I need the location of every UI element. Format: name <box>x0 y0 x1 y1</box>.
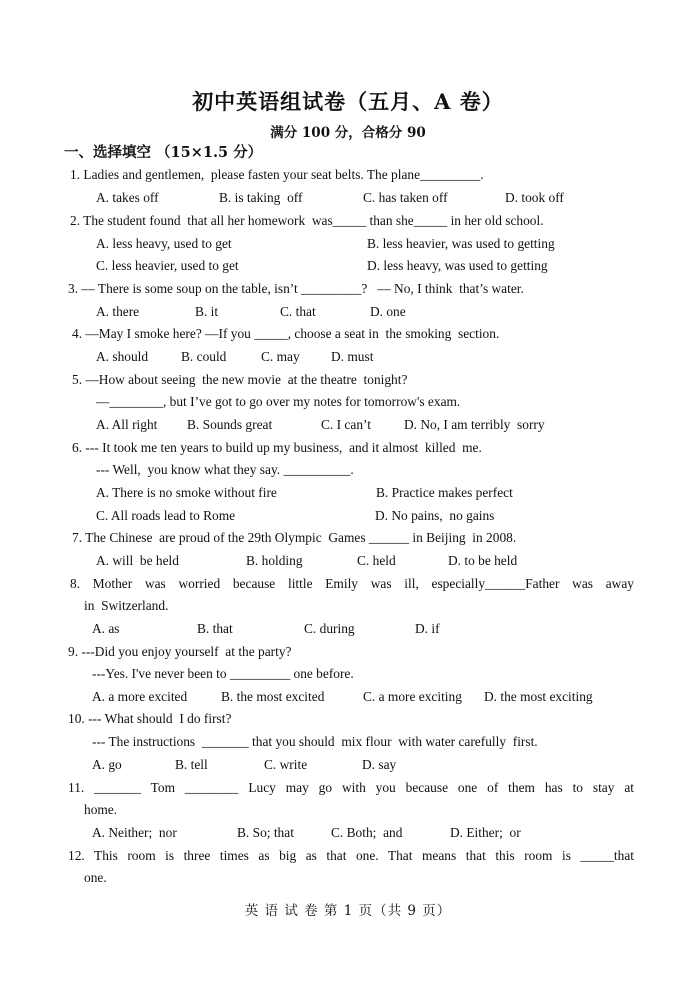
question-4-option-d: D. must <box>331 349 374 364</box>
question-6-option-d: D. No pains, no gains <box>375 508 495 523</box>
question-3-stem: 3. — There is some soup on the table, isn’t _________? — No, I think that’s water. <box>68 281 524 296</box>
question-11-option-b: B. So; that <box>237 825 294 840</box>
question-8-stem: 8. Mother was worried because little Emily was ill, especially______Father was away <box>70 576 634 591</box>
question-10-option-a: A. go <box>92 757 122 772</box>
question-4-stem: 4. —May I smoke here? —If you _____, choose a seat in the smoking section. <box>72 326 500 341</box>
question-5-stem: 5. —How about seeing the new movie at the theatre tonight? <box>72 372 408 387</box>
question-4-option-c: C. may <box>261 349 300 364</box>
question-5-option-a: A. All right <box>96 417 158 432</box>
page-footer: 英 语 试 卷 第 1 页（共 9 页） <box>244 903 452 919</box>
question-9-option-c: C. a more exciting <box>363 689 462 704</box>
question-10-option-d: D. say <box>362 757 397 772</box>
question-2-option-c: C. less heavier, used to get <box>96 258 239 273</box>
question-1-option-d: D. took off <box>505 190 564 205</box>
question-3-option-b: B. it <box>195 304 219 319</box>
question-3-option-c: C. that <box>280 304 316 319</box>
question-10-option-c: C. write <box>264 757 308 772</box>
question-6-stem: 6. --- It took me ten years to build up my business, and it almost killed me. <box>72 440 482 455</box>
question-11-option-d: D. Either; or <box>450 825 521 840</box>
score-info: 满分 100 分，合格分 90 <box>270 125 426 141</box>
question-8-stem-line-2: in Switzerland. <box>84 598 169 613</box>
question-4-option-a: A. should <box>96 349 149 364</box>
question-5-option-d: D. No, I am terribly sorry <box>404 417 545 432</box>
question-1-option-a: A. takes off <box>96 190 159 205</box>
question-9-stem-line-2: ---Yes. I've never been to _________ one before. <box>92 666 354 681</box>
question-7-stem: 7. The Chinese are proud of the 29th Olympic Games ______ in Beijing in 2008. <box>72 530 517 545</box>
question-7-option-c: C. held <box>357 553 396 568</box>
question-9-option-b: B. the most excited <box>221 689 325 704</box>
question-10-stem: 10. --- What should I do first? <box>68 711 232 726</box>
question-6-option-c: C. All roads lead to Rome <box>96 508 236 523</box>
question-4-option-b: B. could <box>181 349 227 364</box>
question-9-option-d: D. the most exciting <box>484 689 593 704</box>
question-7-option-d: D. to be held <box>448 553 518 568</box>
question-10-option-b: B. tell <box>175 757 208 772</box>
question-11-option-a: A. Neither; nor <box>92 825 177 840</box>
section-heading: 一、选择填空 （15×1.5 分） <box>64 144 263 161</box>
question-5-stem-line-2: —________, but I’ve got to go over my notes for tomorrow's exam. <box>96 394 461 409</box>
question-6-option-a: A. There is no smoke without fire <box>96 485 277 500</box>
question-9-stem: 9. ---Did you enjoy yourself at the party? <box>68 644 292 659</box>
question-6-option-b: B. Practice makes perfect <box>376 485 513 500</box>
question-9-option-a: A. a more excited <box>92 689 188 704</box>
question-6-stem-line-2: --- Well, you know what they say. __________. <box>96 462 354 477</box>
question-8-option-b: B. that <box>197 621 233 636</box>
question-11-option-c: C. Both; and <box>331 825 403 840</box>
question-5-option-b: B. Sounds great <box>187 417 273 432</box>
question-2-option-a: A. less heavy, used to get <box>96 236 232 251</box>
question-7-option-b: B. holding <box>246 553 303 568</box>
question-5-option-c: C. I can’t <box>321 417 371 432</box>
question-8-option-c: C. during <box>304 621 355 636</box>
question-11-stem: 11. _______ Tom ________ Lucy may go with you because one of them has to stay at <box>68 780 634 795</box>
question-3-option-d: D. one <box>370 304 406 319</box>
question-12-stem-line-2: one. <box>84 870 107 885</box>
question-1-stem: 1. Ladies and gentlemen, please fasten your seat belts. The plane_________. <box>70 167 484 182</box>
question-7-option-a: A. will be held <box>96 553 179 568</box>
question-10-stem-line-2: --- The instructions _______ that you should mix flour with water carefully first. <box>92 734 538 749</box>
question-2-stem: 2. The student found that all her homework was_____ than she_____ in her old school. <box>70 213 544 228</box>
question-1-option-b: B. is taking off <box>219 190 303 205</box>
question-2-option-d: D. less heavy, was used to getting <box>367 258 548 273</box>
question-1-option-c: C. has taken off <box>363 190 448 205</box>
question-8-option-a: A. as <box>92 621 120 636</box>
question-11-stem-line-2: home. <box>84 802 118 817</box>
exam-title: 初中英语组试卷（五月、A 卷） <box>192 89 504 114</box>
question-8-option-d: D. if <box>415 621 440 636</box>
question-12-stem: 12. This room is three times as big as that one. That means that this room is _____that <box>68 848 634 863</box>
question-3-option-a: A. there <box>96 304 140 319</box>
question-2-option-b: B. less heavier, was used to getting <box>367 236 555 251</box>
